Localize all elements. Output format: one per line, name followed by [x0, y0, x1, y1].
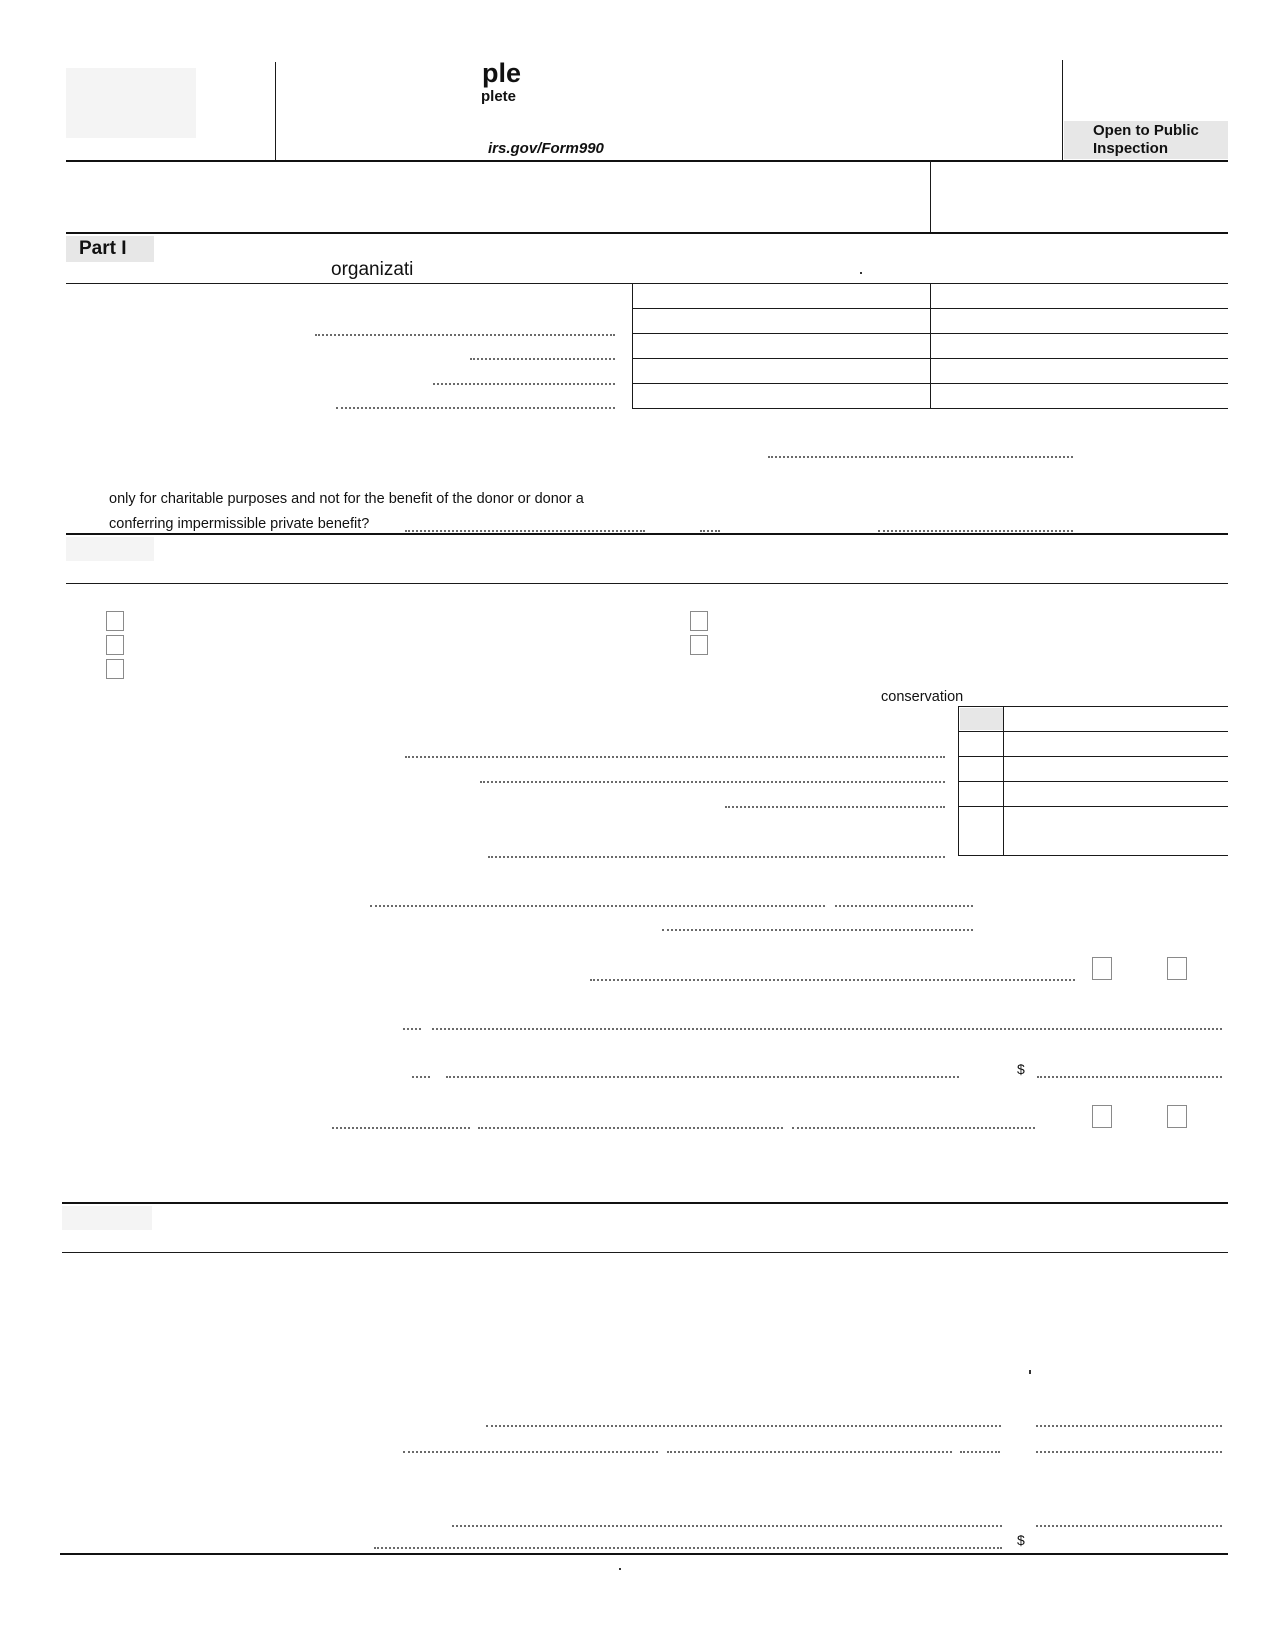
- page-bottom-rule: [60, 1553, 1228, 1555]
- leader-dots: [470, 358, 615, 360]
- part1-table-col-mid: [930, 283, 931, 409]
- easement-table-row-rule: [958, 806, 1228, 807]
- leader-dots: [700, 530, 720, 532]
- leader-dots: [835, 905, 973, 907]
- leader-dots: [662, 929, 973, 931]
- leader-dots: [412, 1076, 430, 1078]
- purpose-checkbox[interactable]: [106, 659, 124, 679]
- part2-top-rule: [66, 533, 1228, 535]
- leader-dots: [332, 1127, 470, 1129]
- charitable-purpose-question-line1: only for charitable purposes and not for the benefit of the donor or donor a: [109, 491, 584, 507]
- purpose-checkbox[interactable]: [690, 611, 708, 631]
- leader-dots: [960, 1451, 1000, 1453]
- part2-label-box: [66, 537, 154, 561]
- ein-divider: [930, 160, 931, 232]
- line-number-shaded-cell: [960, 708, 1003, 730]
- form-number-block: [66, 68, 196, 138]
- period-mark: [619, 1568, 621, 1570]
- leader-dots: [768, 456, 1073, 458]
- purpose-checkbox[interactable]: [106, 611, 124, 631]
- name-row-bottom-rule: [66, 232, 1228, 234]
- part3-top-rule: [62, 1202, 1228, 1204]
- amount-field-dots[interactable]: [1037, 1076, 1222, 1078]
- purpose-checkbox[interactable]: [106, 635, 124, 655]
- leader-dots: [374, 1547, 1002, 1549]
- header-right-divider: [1062, 60, 1063, 160]
- charitable-purpose-question-line2: conferring impermissible private benefit?: [109, 516, 370, 532]
- no-checkbox[interactable]: [1167, 1105, 1187, 1128]
- leader-dots: [488, 856, 945, 858]
- dollar-sign: $: [1017, 1532, 1025, 1548]
- part1-table-top-rule: [66, 283, 1228, 284]
- leader-dots: [878, 530, 1073, 532]
- part1-heading: organizati: [331, 259, 414, 280]
- leader-dots: [370, 905, 825, 907]
- part2-heading-bottom-rule: [66, 583, 1228, 584]
- part3-heading-bottom-rule: [62, 1252, 1228, 1253]
- leader-dots: [725, 806, 945, 808]
- easement-table-row-rule: [958, 731, 1228, 732]
- purpose-checkbox[interactable]: [690, 635, 708, 655]
- leader-dots: [336, 407, 615, 409]
- easement-table-top-rule: [958, 706, 1228, 707]
- form-subtitle: plete: [481, 88, 517, 105]
- no-checkbox[interactable]: [1167, 957, 1187, 980]
- leader-dots: [403, 1028, 421, 1030]
- period-mark: [860, 272, 862, 274]
- part3-label-box: [62, 1206, 152, 1230]
- yes-checkbox[interactable]: [1092, 1105, 1112, 1128]
- yes-checkbox[interactable]: [1092, 957, 1112, 980]
- easement-table-line-number-border: [1003, 706, 1004, 856]
- amount-field-dots[interactable]: [1036, 1525, 1222, 1527]
- header-left-divider: [275, 62, 276, 160]
- leader-dots: [315, 334, 615, 336]
- part1-table-col-left: [632, 283, 633, 409]
- amount-field-dots[interactable]: [1036, 1451, 1222, 1453]
- leader-dots: [405, 530, 645, 532]
- easement-table-left-border: [958, 706, 959, 856]
- leader-dots: [478, 1127, 783, 1129]
- part1-label: Part I: [79, 238, 127, 259]
- leader-dots: [405, 756, 945, 758]
- conservation-label: conservation: [881, 689, 964, 705]
- leader-dots: [486, 1425, 1001, 1427]
- dollar-sign: $: [1017, 1061, 1025, 1077]
- leader-dots: [480, 781, 945, 783]
- leader-dots: [590, 979, 1075, 981]
- leader-dots: [433, 383, 615, 385]
- leader-dots: [432, 1028, 1222, 1030]
- comma-mark: [1029, 1370, 1031, 1374]
- easement-table-row-rule: [958, 781, 1228, 782]
- easement-table-bottom-rule: [958, 855, 1228, 856]
- leader-dots: [446, 1076, 959, 1078]
- easement-table-row-rule: [958, 756, 1228, 757]
- leader-dots: [403, 1451, 658, 1453]
- leader-dots: [792, 1127, 1035, 1129]
- form-title: ple: [482, 58, 522, 88]
- public-inspection-label: Open to Public Inspection: [1093, 122, 1199, 157]
- header-bottom-rule: [66, 160, 1228, 162]
- amount-field-dots[interactable]: [1036, 1425, 1222, 1427]
- leader-dots: [452, 1525, 1002, 1527]
- leader-dots: [667, 1451, 952, 1453]
- form-instructions-url[interactable]: irs.gov/Form990: [488, 140, 604, 157]
